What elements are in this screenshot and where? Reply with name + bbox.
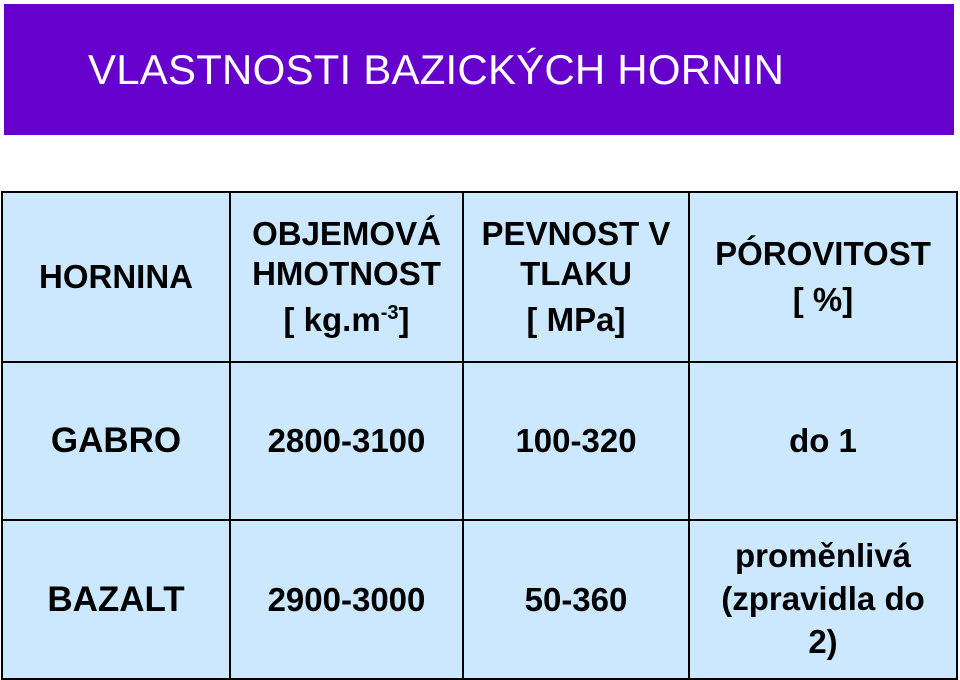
porosity-value-text: proměnlivá (zpravidla do 2) xyxy=(721,537,925,660)
density-value-cell: 2900-3000 xyxy=(230,520,463,679)
header-porosity-unit: [ %] xyxy=(792,281,854,318)
header-strength-unit: [ MPa] xyxy=(526,301,626,339)
table-row xyxy=(2,362,957,520)
rock-name-cell: GABRO xyxy=(2,362,230,520)
header-density xyxy=(230,192,463,362)
density-unit-post: ] xyxy=(398,301,410,339)
header-porosity-line1: PÓROVITOST xyxy=(715,234,931,272)
strength-value-cell: 100-320 xyxy=(463,362,689,520)
header-rock xyxy=(2,192,230,362)
porosity-value-cell xyxy=(689,520,957,679)
rock-properties-table xyxy=(1,191,958,680)
density-unit-pre: [ kg.m xyxy=(283,301,381,339)
header-density-line2: HMOTNOST xyxy=(252,254,441,292)
header-rock-label: HORNINA xyxy=(39,257,193,295)
header-strength-line1: PEVNOST V xyxy=(481,214,671,252)
header-strength xyxy=(463,192,689,362)
title-bar xyxy=(4,4,954,135)
density-unit-exponent: -3 xyxy=(380,302,399,325)
porosity-value-cell: do 1 xyxy=(689,362,957,520)
rock-name-cell: BAZALT xyxy=(2,520,230,679)
density-value-cell: 2800-3100 xyxy=(230,362,463,520)
table-row xyxy=(2,520,957,679)
header-density-line1: OBJEMOVÁ xyxy=(252,214,441,252)
header-porosity xyxy=(689,192,957,362)
strength-value-cell: 50-360 xyxy=(463,520,689,679)
header-strength-line2: TLAKU xyxy=(520,254,632,292)
header-density-unit xyxy=(231,300,462,340)
page-title: VLASTNOSTI BAZICKÝCH HORNIN xyxy=(88,45,785,93)
table-header-row xyxy=(2,192,957,362)
